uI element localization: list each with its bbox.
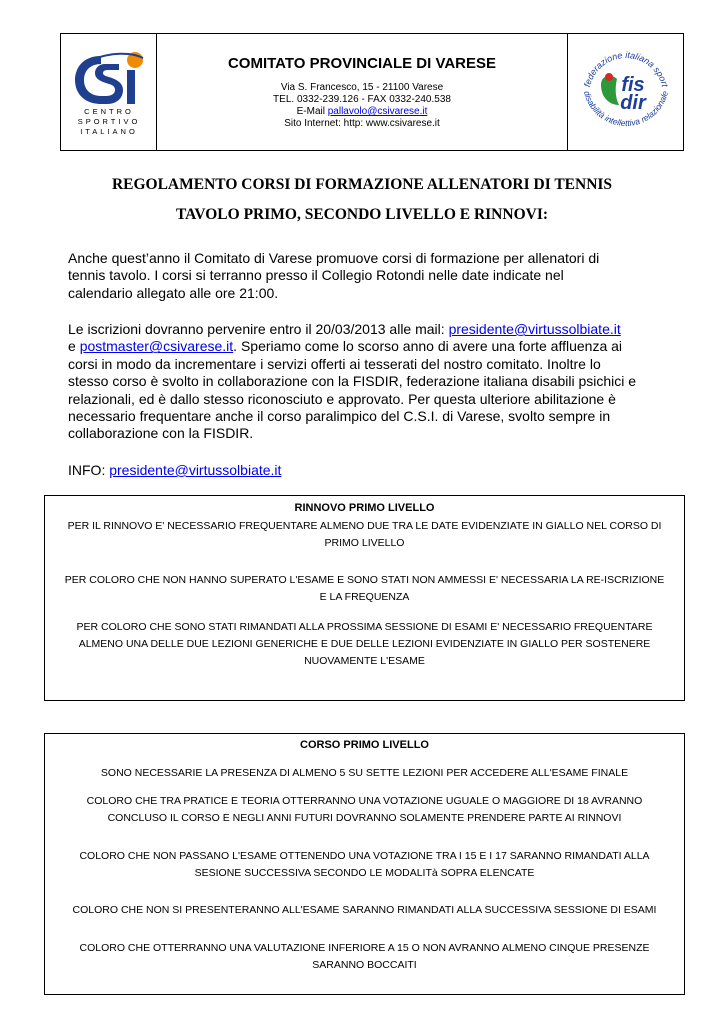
letterhead bbox=[60, 33, 684, 151]
registration-paragraph bbox=[68, 321, 678, 443]
box-item-line: COLORO CHE OTTERRANNO UNA VALUTAZIONE INFERIORE A 15 O NON AVRANNO ALMENO CINQUE PRESENZE bbox=[79, 942, 650, 954]
box-item-line: ALMENO UNA DELLE DUE LEZIONI GENERICHE E DUE DELLE LEZIONI EVIDENZIATE IN GIALLO PER SOSTENERE bbox=[78, 638, 651, 650]
document-title-line: REGOLAMENTO CORSI DI FORMAZIONE ALLENATORI DI TENNIS bbox=[111, 176, 613, 193]
box-item bbox=[55, 765, 674, 782]
box-title: RINNOVO PRIMO LIVELLO bbox=[294, 502, 435, 514]
csi-subtitle-line: CENTRO bbox=[84, 107, 134, 116]
org-title: COMITATO PROVINCIALE DI VARESE bbox=[227, 55, 497, 72]
registration-text: Le iscrizioni dovranno pervenire entro il 20/03/2013 alle mail: bbox=[68, 321, 449, 337]
box-item bbox=[55, 518, 674, 552]
paragraph-line: necessario frequentare anche il corso paralimpico del C.S.I. di Varese, svolto sempre in bbox=[68, 408, 611, 425]
info-line bbox=[68, 462, 678, 479]
paragraph-line bbox=[68, 338, 678, 355]
org-phone: TEL. 0332-239.126 - FAX 0332-240.538 bbox=[273, 94, 451, 105]
paragraph-line: calendario allegato alle ore 21:00. bbox=[68, 284, 279, 301]
conjunction-text: e bbox=[68, 338, 80, 355]
box-item bbox=[55, 902, 674, 919]
box-item bbox=[55, 940, 674, 974]
box-item bbox=[55, 572, 674, 606]
box-item-line: SONO NECESSARIE LA PRESENZA DI ALMENO 5 SU SETTE LEZIONI PER ACCEDERE ALL'ESAME FINALE bbox=[100, 767, 629, 779]
org-info bbox=[157, 34, 567, 150]
box-item-line: COLORO CHE NON PASSANO L'ESAME OTTENENDO UNA VOTAZIONE TRA I 15 E I 17 SARANNO RIMANDATI ALLA bbox=[79, 850, 650, 862]
fisdir-brand-bottom: dir bbox=[620, 92, 646, 114]
paragraph-line: tennis tavolo. I corsi si terranno presso il Collegio Rotondi nelle date indicate nel bbox=[68, 267, 564, 284]
rinnovo-box bbox=[44, 495, 685, 701]
fisdir-logo-cell bbox=[567, 34, 683, 150]
csi-logo-cell bbox=[61, 34, 157, 150]
box-item-line: COLORO CHE TRA PRATICE E TEORIA OTTERRANNO UNA VOTAZIONE UGUALE O MAGGIORE DI 18 AVRANNO bbox=[86, 795, 643, 807]
registration-text: . Speriamo come lo scorso anno di avere una forte affluenza ai bbox=[233, 338, 623, 355]
fisdir-arc-bottom: disabilità intellettiva relazionale bbox=[581, 89, 671, 129]
info-email-link[interactable]: presidente@virtussolbiate.it bbox=[109, 462, 282, 478]
presidente-email-link[interactable]: presidente@virtussolbiate.it bbox=[448, 321, 621, 337]
org-email-link[interactable]: pallavolo@csivarese.it bbox=[327, 106, 428, 117]
fisdir-brand-top: fis bbox=[621, 74, 645, 96]
corso-box bbox=[44, 733, 685, 995]
box-item-line: NUOVAMENTE L'ESAME bbox=[304, 655, 425, 667]
box-item-line: PRIMO LIVELLO bbox=[324, 537, 405, 549]
intro-paragraph bbox=[68, 250, 678, 302]
csi-subtitle-line: ITALIANO bbox=[80, 127, 138, 136]
box-item bbox=[55, 793, 674, 827]
org-address: Via S. Francesco, 15 - 21100 Varese bbox=[280, 82, 444, 93]
csi-logo bbox=[71, 50, 147, 110]
box-item-line: COLORO CHE NON SI PRESENTERANNO ALL'ESAME SARANNO RIMANDATI ALLA SUCCESSIVA SESSIONE DI ESAMI bbox=[72, 904, 657, 916]
box-item-line: E LA FREQUENZA bbox=[319, 591, 410, 603]
postmaster-email-link[interactable]: postmaster@csivarese.it bbox=[79, 338, 234, 355]
paragraph-line: corsi in modo da incrementare i servizi offerti ai tesserati del nostro comitato. Inoltre lo bbox=[68, 355, 601, 372]
box-item-line: SESIONE SUCCESSIVA SECONDO LE MODALITà SOPRA ELENCATE bbox=[194, 867, 535, 879]
csi-subtitle-line: SPORTIVO bbox=[77, 117, 141, 126]
paragraph-line bbox=[68, 321, 678, 338]
info-label: INFO: bbox=[68, 462, 110, 478]
fisdir-logo bbox=[571, 37, 681, 147]
org-email-line bbox=[157, 106, 567, 118]
paragraph-line: stesso corso è svolto in collaborazione con la FISDIR, federazione italiana disabili psichici e bbox=[68, 373, 637, 390]
box-item bbox=[55, 848, 674, 882]
org-website: Sito Internet: http: www.csivarese.it bbox=[284, 118, 440, 129]
paragraph-line: Anche quest’anno il Comitato di Varese promuove corsi di formazione per allenatori di bbox=[68, 250, 600, 266]
box-item-line: PER COLORO CHE SONO STATI RIMANDATI ALLA PROSSIMA SESSIONE DI ESAMI E' NECESSARIO FREQUENTARE bbox=[76, 621, 653, 633]
box-item-line: CONCLUSO IL CORSO E NEGLI ANNI FUTURI DOVRANNO SOLAMENTE PRENDERE PARTE AI RINNOVI bbox=[107, 812, 622, 824]
box-item-line: PER COLORO CHE NON HANNO SUPERATO L'ESAME E SONO STATI NON AMMESSI E' NECESSARIA LA RE-ISCRIZIONE bbox=[64, 574, 665, 586]
paragraph-line: relazionali, ed è dallo stesso riconosciuto e approvato. Per questa ulteriore abilitazione è bbox=[68, 390, 616, 407]
box-item-line: PER IL RINNOVO E' NECESSARIO FREQUENTARE ALMENO DUE TRA LE DATE EVIDENZIATE IN GIALLO NEL CORSO DI bbox=[67, 520, 662, 532]
box-item-line: SARANNO BOCCAITI bbox=[312, 959, 417, 971]
fisdir-arc-top: federazione italiana sport bbox=[581, 49, 671, 88]
paragraph-line: collaborazione con la FISDIR. bbox=[68, 425, 254, 442]
box-title: CORSO PRIMO LIVELLO bbox=[300, 739, 429, 751]
org-email-label: E-Mail bbox=[296, 106, 328, 117]
box-item bbox=[55, 619, 674, 670]
document-title-line: TAVOLO PRIMO, SECONDO LIVELLO E RINNOVI: bbox=[175, 206, 549, 223]
